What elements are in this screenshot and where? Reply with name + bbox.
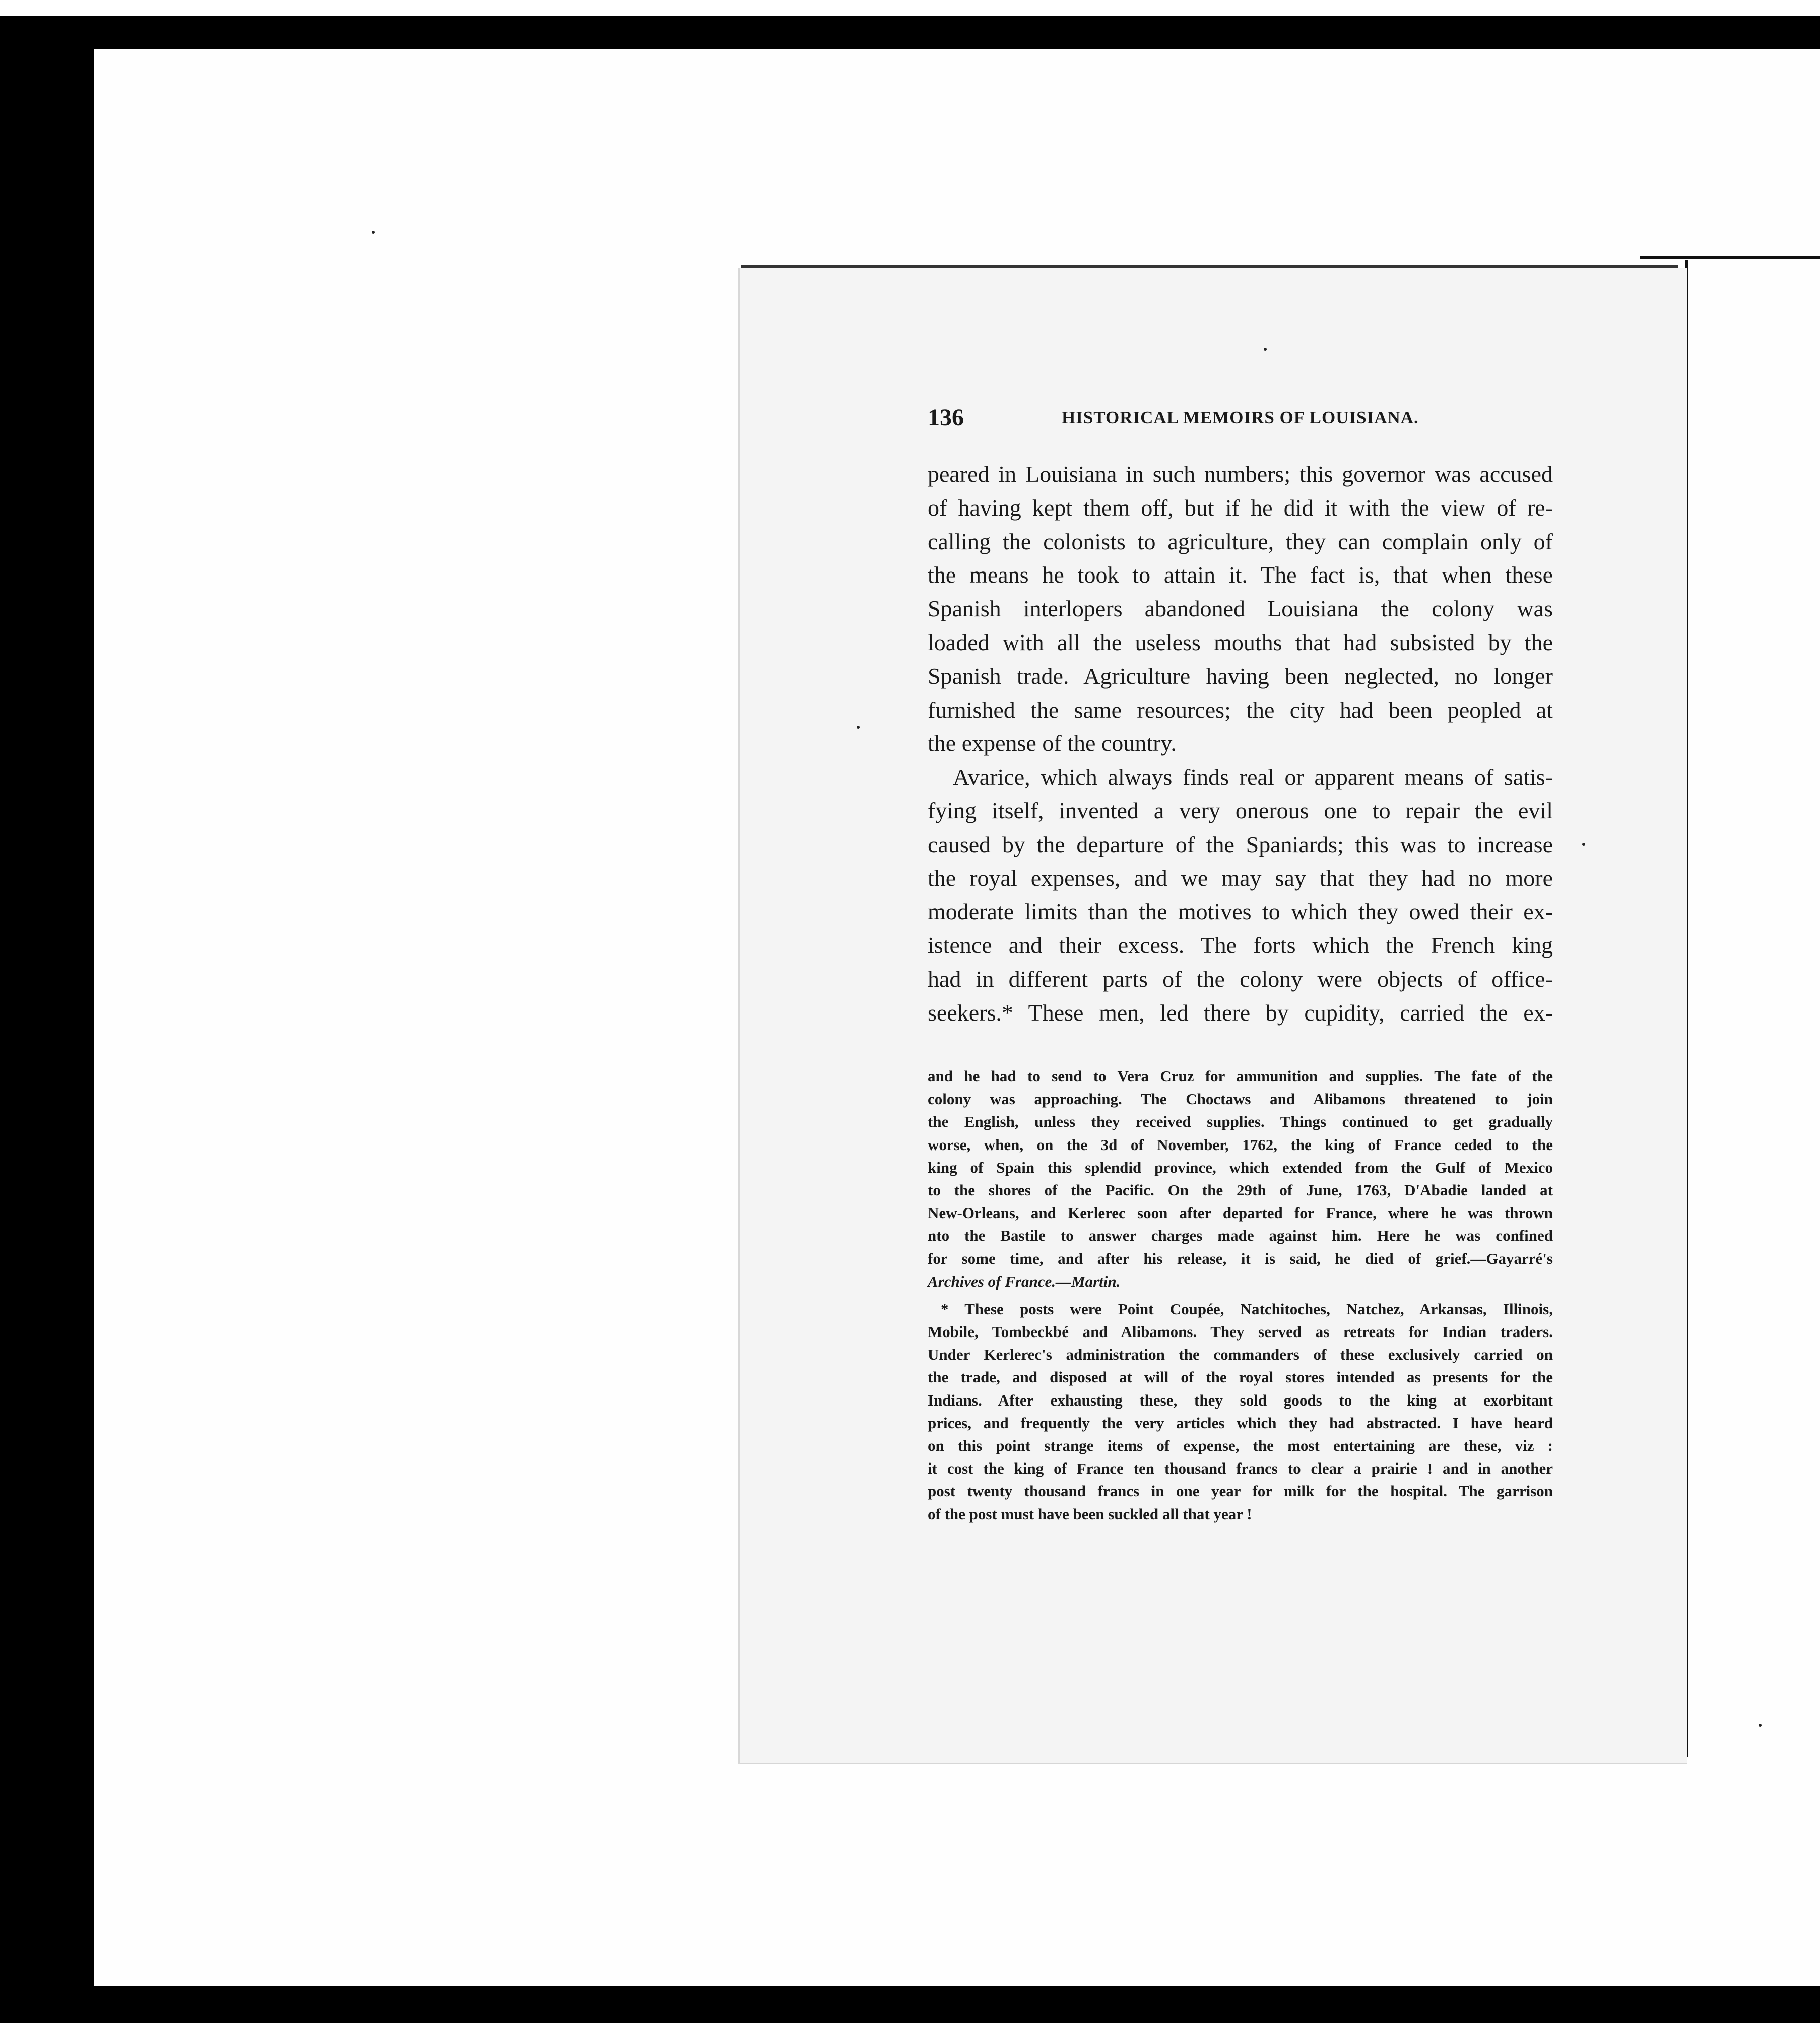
facing-page-top-edge [1640, 256, 1820, 259]
body-line: loaded with all the useless mouths that had subsisted by the [928, 629, 1553, 655]
footnote-line: Archives of France.—Martin. [928, 1272, 1121, 1290]
footnote-line: Under Kerlerec's administration the commanders of these exclusively carried on [928, 1346, 1553, 1364]
footnote-line: the English, unless they received supplies. Things continued to get gradually [928, 1113, 1553, 1131]
footnote-line: it cost the king of France ten thousand francs to clear a prairie ! and in another [928, 1459, 1553, 1478]
body-line: calling the colonists to agriculture, they can complain only of [928, 528, 1553, 554]
scan-bottom-border [0, 2023, 1820, 2036]
body-text [928, 458, 1553, 1030]
body-line: seekers.* These men, led there by cupidity, carried the ex- [928, 999, 1553, 1026]
body-line: Avarice, which always finds real or apparent means of satis- [953, 764, 1553, 790]
body-line: caused by the departure of the Spaniards; this was to increase [928, 831, 1553, 857]
page-number: 136 [928, 404, 964, 431]
footnote-line: of the post must have been suckled all that year ! [928, 1505, 1252, 1523]
running-title: HISTORICAL MEMOIRS OF LOUISIANA. [1062, 408, 1419, 427]
footnote-line: * These posts were Point Coupée, Natchitoches, Natchez, Arkansas, Illinois, [941, 1300, 1553, 1318]
footnote-line: colony was approaching. The Choctaws and Alibamons threatened to join [928, 1090, 1553, 1108]
footnote-line: to the shores of the Pacific. On the 29th of June, 1763, D'Abadie landed at [928, 1181, 1553, 1199]
footnotes [928, 1065, 1553, 1525]
body-line: Spanish trade. Agriculture having been neglected, no longer [928, 663, 1553, 689]
scanned-book-page [738, 268, 1687, 1764]
scan-speck [857, 726, 860, 729]
scan-speck [1759, 1724, 1762, 1727]
footnote-line: post twenty thousand francs in one year for milk for the hospital. The garrison [928, 1482, 1553, 1500]
footnote-line: Indians. After exhausting these, they sold goods to the king at exorbitant [928, 1391, 1553, 1409]
running-head [928, 404, 1553, 434]
footnote-line: the trade, and disposed at will of the royal stores intended as presents for the [928, 1368, 1553, 1386]
footnote-line: prices, and frequently the very articles which they had abstracted. I have heard [928, 1414, 1553, 1432]
footnote-line: worse, when, on the 3d of November, 1762, the king of France ceded to the [928, 1135, 1553, 1154]
body-line: the royal expenses, and we may say that they had no more [928, 865, 1553, 891]
footnote-line: for some time, and after his release, it is said, he died of grief.—Gayarré's [928, 1249, 1553, 1267]
scan-speck [1582, 843, 1585, 846]
scan-top-border [0, 0, 1820, 16]
body-line: the means he took to attain it. The fact is, that when these [928, 562, 1553, 588]
body-line: Spanish interlopers abandoned Louisiana the colony was [928, 596, 1553, 622]
body-line: furnished the same resources; the city had been peopled at [928, 696, 1553, 723]
body-line: peared in Louisiana in such numbers; this governor was accused [928, 461, 1553, 487]
body-line: moderate limits than the motives to which they owed their ex- [928, 899, 1553, 925]
body-line: istence and their excess. The forts which the French king [928, 932, 1553, 959]
body-line: had in different parts of the colony were objects of office- [928, 966, 1553, 992]
body-line: the expense of the country. [928, 730, 1177, 756]
footnote-gap [928, 1293, 1553, 1298]
footnote-line: Mobile, Tombeckbé and Alibamons. They served as retreats for Indian traders. [928, 1323, 1553, 1341]
body-line: fying itself, invented a very onerous one to repair the evil [928, 797, 1553, 823]
footnote-line: king of Spain this splendid province, which extended from the Gulf of Mexico [928, 1158, 1553, 1176]
footnote-line: nto the Bastile to answer charges made against him. Here he was confined [928, 1227, 1553, 1245]
footnote-line: New-Orleans, and Kerlerec soon after departed for France, where he was thrown [928, 1204, 1553, 1222]
scan-speck [1264, 348, 1267, 351]
body-line: of having kept them off, but if he did it with the view of re- [928, 494, 1553, 521]
footnote-line: on this point strange items of expense, the most entertaining are these, viz : [928, 1437, 1553, 1454]
footnote-line: and he had to send to Vera Cruz for ammunition and supplies. The fate of the [928, 1067, 1553, 1085]
scan-speck [372, 231, 375, 234]
